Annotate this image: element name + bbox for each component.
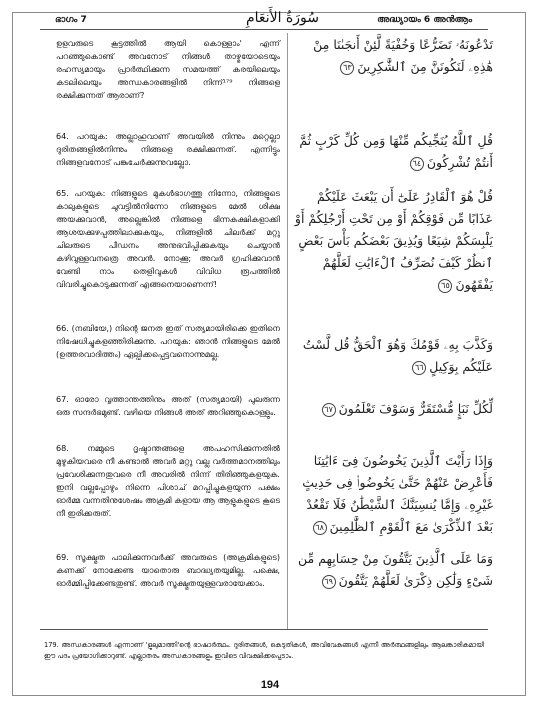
ayah-number-marker: ٦٥ xyxy=(438,279,452,293)
ayah-number-marker: ٦٤ xyxy=(410,157,424,171)
arabic-verse-66 xyxy=(293,334,493,378)
header-part-label: ഭാഗം 7 xyxy=(55,15,87,25)
column-divider xyxy=(287,33,288,629)
arabic-verse-64 xyxy=(293,130,493,174)
arabic-verse-69 xyxy=(293,548,493,592)
arabic-verse-text: قُلْ هُوَ ٱلْقَادِرُ عَلَىٰٓ أَن يَبْعَثَ عَلَيْكُمْ عَذَابًا مِّن فَوْقِكُمْ أَوْ مِن تَحْتِ أَرْجُلِكُمْ أَوْ يَلْبِسَكُمْ شِيَعًا وَيُذِيقَ بَعْضَكُم بَأْسَ بَعْضٍ ٱنظُرْ كَيْفَ نُصَرِّفُ ٱلْءَايَٰتِ لَعَلَّهُمْ يَفْقَهُونَ xyxy=(294,189,493,292)
arabic-verse-text: قُلِ ٱللَّهُ يُنَجِّيكُم مِّنْهَا وَمِن كُلِّ كَرْبٍ ثُمَّ أَنتُمْ تُشْرِكُونَ xyxy=(299,133,493,170)
translation-para-0: ഉളവരുടെ കൂട്ടത്തിൽ ആയി കൊള്ളാം' എന്ന് പറഞ്ഞുകൊണ്ട് അവനോട് നിങ്ങൾ താഴ്മയോടെയും രഹസ്യമായും പ്രാർത്ഥിക്കുന്ന സമയത്ത് കരയിലെയും കടലിലെയും അന്ധകാരങ്ങളിൽ നിന്ന്¹⁷⁹ നിങ്ങളെ രക്ഷിക്കുന്നത് ആരാണ്? xyxy=(56,38,280,100)
page-number: 194 xyxy=(260,679,280,691)
ayah-number-marker: ٦٦ xyxy=(412,361,426,375)
ayah-number-marker: ٦٩ xyxy=(322,575,336,589)
arabic-verse-63 xyxy=(293,34,493,78)
translation-para-67: 67. ഓരോ വൃത്താന്തത്തിനും അത് (സത്യമായി) പുലരുന്ന ഒരു സന്ദർഭമുണ്ട്. വഴിയെ നിങ്ങൾ അത് അറിഞ്ഞുകൊള്ളും. xyxy=(56,394,280,417)
translation-para-66: 66. (നബിയേ,) നിന്റെ ജനത ഇത് സത്യമായിരിക്കെ ഇതിനെ നിഷേധിച്ചുകളഞ്ഞിരിക്കുന്നു. പറയുക: ഞാൻ നിങ്ങളുടെ മേൽ (ഉത്തരവാദിത്തം) ഏല്പിക്കപ്പെട്ടവനൊന്നുമല്ല. xyxy=(56,323,280,359)
translation-para-65: 65. പറയുക: നിങ്ങളുടെ മുകൾഭാഗത്തു നിന്നോ, നിങ്ങളുടെ കാലുകളുടെ ചുവട്ടിൽനിന്നോ നിങ്ങളുടെ മേൽ ശിക്ഷ അയക്കുവാൻ, അല്ലെങ്കിൽ നിങ്ങളെ ഭിന്നകക്ഷികളാക്കി ആശയക്കുഴപ്പത്തിലാക്കുകയും, നിങ്ങളിൽ ചിലർക്ക് മറ്റു ചിലരുടെ പീഡനം അനുഭവിപ്പിക്കുകയും ചെയ്യാൻ കഴിവുള്ളവനത്രെ അവൻ. നോക്കൂ; അവർ ഗ്രഹിക്കുവാൻ വേണ്ടി നാം തെളിവുകൾ വിവിധ രൂപത്തിൽ വിവരിച്ചുകൊടുക്കുന്നത് എങ്ങനെയാണെന്ന്! xyxy=(56,188,280,289)
translation-para-69: 69. സൂക്ഷ്മത പാലിക്കുന്നവർക്ക് അവരുടെ (അക്രമികളുടെ) കണക്ക് നോക്കേണ്ട യാതൊരു ബാദ്ധ്യതയുമില്ല. പക്ഷെ, ഓർമ്മിപ്പിക്കേണ്ടതുണ്ട്. അവർ സൂക്ഷ്മതയുള്ളവരായേക്കാം. xyxy=(56,552,280,588)
header-rule xyxy=(40,29,488,30)
arabic-verse-text: تَدْعُونَهُۥ تَضَرُّعًا وَخُفْيَةً لَّئِنْ أَنجَىٰنَا مِنْ هَٰذِهِۦ لَنَكُونَنَّ مِنَ ٱلشَّٰكِرِينَ xyxy=(313,37,493,74)
footnote-rule xyxy=(40,629,488,630)
translation-para-68: 68. നമ്മുടെ ദൃഷ്ടാന്തങ്ങളെ അപഹസിക്കുന്നതിൽ മുഴുകിയവരെ നീ കണ്ടാൽ അവർ മറ്റു വല്ല വർത്തമാനത്തിലും പ്രവേശിക്കുന്നതുവരെ നീ അവരിൽ നിന്ന് തിരിഞ്ഞുകളയുക. ഇനി വല്ലപ്പോഴും നിന്നെ പിശാച് മറപ്പിച്ചുകളയുന്ന പക്ഷം ഓർമ്മ വന്നതിനുശേഷം അക്രമി കളായ ആ ആളുകളുടെ കൂടെ നീ ഇരിക്കരുത്. xyxy=(56,443,280,518)
header-surah-title: سُورَةُ الأَنعَامِ xyxy=(246,10,319,26)
arabic-verse-65 xyxy=(293,186,493,296)
footnote-179: 179. അന്ധകാരങ്ങൾ എന്നാണ് 'ളുലുമാത്തി'ന്റെ ഭാഷാർത്ഥം. ദുരിതങ്ങൾ, കെടുതികൾ, അവിവേകങ്ങൾ എന്നീ അർത്ഥങ്ങളിലും ആലങ്കാരികമായി ഈ പദം പ്രയോഗിക്കാറുണ്ട്. എല്ലാതരം അന്ധകാരങ്ങളും ഇവിടെ വിവക്ഷിക്കപ്പെടാം. xyxy=(44,641,484,660)
header-chapter-label: അദ്ധ്യായം 6 അൻആം xyxy=(377,15,472,25)
ayah-number-marker: ٦٧ xyxy=(322,403,336,417)
arabic-verse-68 xyxy=(293,450,493,538)
arabic-verse-text: لِّكُلِّ نَبَإٍ مُّسْتَقَرٌّ وَسَوْفَ تَعْلَمُونَ xyxy=(338,401,493,416)
translation-para-64: 64. പറയുക: അല്ലാഹുവാണ് അവയിൽ നിന്നും മറ്റെല്ലാ ദുരിതങ്ങളിൽനിന്നും നിങ്ങളെ രക്ഷിക്കുന്നത്. എന്നിട്ടും നിങ്ങളവനോട് പങ്കുചേർക്കുന്നുവല്ലോ. xyxy=(56,131,280,167)
arabic-verse-text: وَإِذَا رَأَيْتَ ٱلَّذِينَ يَخُوضُونَ فِىٓ ءَايَٰتِنَا فَأَعْرِضْ عَنْهُمْ حَتَّىٰ يَخُوضُوا۟ فِى حَدِيثٍ غَيْرِهِۦ وَإِمَّا يُنسِيَنَّكَ ٱلشَّيْطَٰنُ فَلَا تَقْعُدْ بَعْدَ ٱلذِّكْرَىٰ مَعَ ٱلْقَوْمِ ٱلظَّٰلِمِينَ xyxy=(302,453,493,534)
arabic-verse-text: وَكَذَّبَ بِهِۦ قَوْمُكَ وَهُوَ ٱلْحَقُّ قُل لَّسْتُ عَلَيْكُم بِوَكِيلٍ xyxy=(302,337,493,374)
arabic-verse-text: وَمَا عَلَى ٱلَّذِينَ يَتَّقُونَ مِنْ حِسَابِهِم مِّن شَىْءٍ وَلَٰكِن ذِكْرَىٰ لَعَلَّهُمْ يَتَّقُونَ xyxy=(298,551,493,588)
arabic-verse-67 xyxy=(293,398,493,420)
ayah-number-marker: ٦٨ xyxy=(313,521,327,535)
ayah-number-marker: ٦٣ xyxy=(340,61,354,75)
